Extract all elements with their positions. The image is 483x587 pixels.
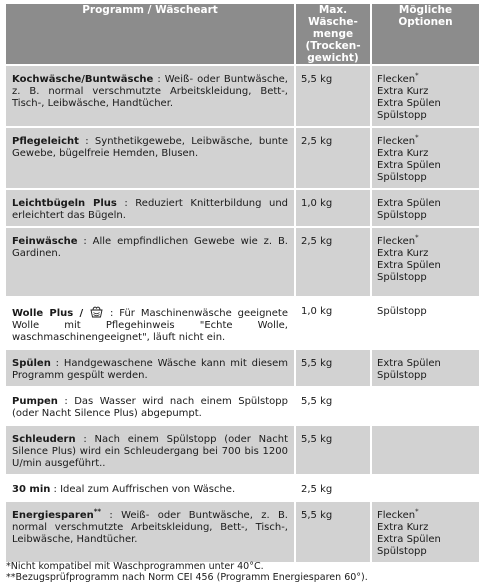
- option-item: Extra Kurz: [377, 522, 429, 533]
- max-load-cell: 1,0 kg: [296, 296, 372, 348]
- options-cell: [372, 348, 479, 386]
- program-cell: [6, 64, 296, 126]
- program-name: Pflegeleicht: [12, 136, 79, 147]
- program-name: Spülen: [12, 358, 51, 369]
- separator: :: [116, 198, 136, 209]
- option-item: Spülstopp: [377, 172, 427, 183]
- footnotes: [6, 561, 479, 583]
- program-description: Alle empfindlichen Gewebe wie z. B. Gardinen.: [12, 236, 288, 259]
- program-name: Wolle Plus /: [12, 308, 84, 319]
- separator: :: [57, 396, 75, 407]
- program-cell: [6, 474, 296, 500]
- separator: :: [104, 308, 120, 319]
- table-row: [6, 188, 479, 226]
- table-row: [6, 424, 479, 474]
- program-name: Feinwäsche: [12, 236, 78, 247]
- separator: :: [75, 434, 95, 445]
- options-cell: [372, 386, 479, 424]
- option-item: Extra Spülen: [377, 198, 441, 209]
- program-description: Weiß- oder Buntwäsche, z. B. normal verschmutzte Arbeitskleidung, Bett-, Tisch-, Leibwäsche, Handtücher.: [12, 510, 288, 545]
- options-cell: [372, 474, 479, 500]
- table-row: [6, 500, 479, 562]
- option-item: Flecken*: [377, 71, 419, 85]
- separator: :: [50, 484, 61, 495]
- option-item: Flecken*: [377, 133, 419, 147]
- option-item: Extra Spülen: [377, 358, 441, 369]
- program-name: Kochwäsche/Buntwäsche: [12, 74, 154, 85]
- wool-icon: [90, 306, 103, 318]
- option-item: Spülstopp: [377, 110, 427, 121]
- program-description: Nach einem Spülstopp (oder Nacht Silence Plus) wird ein Schleudergang bei 700 bis 1200 U/min ausgeführt..: [12, 434, 288, 469]
- option-item: Extra Spülen: [377, 534, 441, 545]
- program-cell: [6, 126, 296, 188]
- max-load-cell: 5,5 kg: [296, 386, 372, 424]
- program-cell: [6, 500, 296, 562]
- program-description: Synthetikgewebe, Leibwäsche, bunte Gewebe, bügelfreie Hemden, Blusen.: [12, 136, 288, 159]
- option-item: Extra Spülen: [377, 98, 441, 109]
- header-max-load: Max. Wäschemenge (Trockengewicht): [296, 4, 372, 64]
- option-item: Spülstopp: [377, 306, 427, 317]
- program-cell: [6, 424, 296, 474]
- program-cell: [6, 348, 296, 386]
- max-load-cell: 5,5 kg: [296, 500, 372, 562]
- option-item: Spülstopp: [377, 210, 427, 221]
- table-header-row: [6, 4, 479, 64]
- max-load-cell: 2,5 kg: [296, 126, 372, 188]
- program-description: Weiß- oder Buntwäsche, z. B. normal verschmutzte Arbeitskleidung, Bett-, Tisch-, Leibwäsche, Handtücher.: [12, 74, 288, 109]
- program-name: Leichtbügeln Plus: [12, 198, 117, 209]
- max-load-cell: 5,5 kg: [296, 64, 372, 126]
- option-item: Extra Spülen: [377, 160, 441, 171]
- program-table: [6, 4, 479, 562]
- program-description: Handgewaschene Wäsche kann mit diesem Programm gespült werden.: [12, 358, 288, 381]
- max-load-cell: 2,5 kg: [296, 226, 372, 296]
- table-row: [6, 474, 479, 500]
- program-cell: [6, 226, 296, 296]
- program-description: Für Maschinenwäsche geeignete Wolle mit Pflegehinweis "Echte Wolle, waschmaschinengeeignet", läuft nicht ein.: [12, 308, 288, 343]
- option-item: Spülstopp: [377, 272, 427, 283]
- footnote-2: **Bezugsprüfprogramm nach Norm CEI 456 (Programm Energiesparen 60°).: [6, 572, 368, 583]
- option-item: Extra Kurz: [377, 148, 429, 159]
- option-item: Extra Kurz: [377, 86, 429, 97]
- option-item: Flecken*: [377, 233, 419, 247]
- table-row: [6, 226, 479, 296]
- separator: :: [78, 136, 95, 147]
- table-row: [6, 126, 479, 188]
- options-cell: [372, 296, 479, 348]
- options-cell: [372, 500, 479, 562]
- max-load-cell: 5,5 kg: [296, 348, 372, 386]
- options-cell: [372, 188, 479, 226]
- program-cell: [6, 296, 296, 348]
- program-name: 30 min: [12, 484, 51, 495]
- options-cell: [372, 424, 479, 474]
- separator: :: [153, 74, 165, 85]
- program-description: Reduziert Knitterbildung und erleichtert das Bügeln.: [12, 198, 288, 221]
- footnote-1: *Nicht kompatibel mit Waschprogrammen unter 40°C.: [6, 561, 264, 572]
- option-item: Extra Spülen: [377, 260, 441, 271]
- options-cell: [372, 64, 479, 126]
- program-name: Schleudern: [12, 434, 76, 445]
- table-row: [6, 386, 479, 424]
- program-cell: [6, 188, 296, 226]
- option-item: Flecken*: [377, 507, 419, 521]
- option-item: Extra Kurz: [377, 248, 429, 259]
- separator: :: [50, 358, 64, 369]
- max-load-cell: 1,0 kg: [296, 188, 372, 226]
- program-name: Pumpen: [12, 396, 58, 407]
- table-row: [6, 348, 479, 386]
- options-cell: [372, 126, 479, 188]
- max-load-cell: 5,5 kg: [296, 424, 372, 474]
- program-description: Ideal zum Auffrischen von Wäsche.: [60, 484, 236, 495]
- program-name: Energiesparen**: [12, 507, 102, 521]
- header-program: Programm / Wäscheart: [6, 4, 296, 64]
- option-item: Spülstopp: [377, 370, 427, 381]
- program-cell: [6, 386, 296, 424]
- program-description: Das Wasser wird nach einem Spülstopp (oder Nacht Silence Plus) abgepumpt.: [12, 396, 288, 419]
- max-load-cell: 2,5 kg: [296, 474, 372, 500]
- table-row: [6, 296, 479, 348]
- header-options: Mögliche Optionen: [372, 4, 479, 64]
- table-row: [6, 64, 479, 126]
- options-cell: [372, 226, 479, 296]
- separator: :: [101, 510, 122, 521]
- separator: :: [77, 236, 93, 247]
- option-item: Spülstopp: [377, 546, 427, 557]
